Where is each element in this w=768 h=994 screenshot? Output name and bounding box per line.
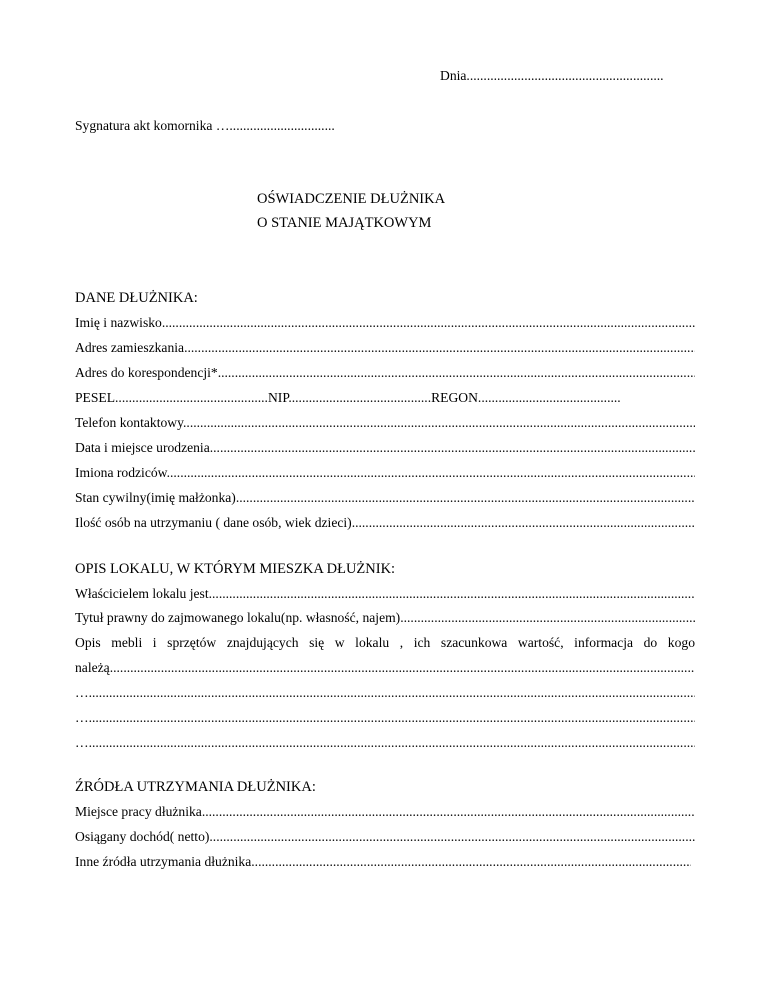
debtor-correspondence-field[interactable] bbox=[75, 365, 695, 381]
premises-legal-title-field[interactable] bbox=[75, 610, 695, 626]
premises-owner-field[interactable] bbox=[75, 586, 695, 602]
furniture-belongs-field[interactable] bbox=[75, 660, 695, 676]
document-title-line2: O STANIE MAJĄTKOWYM bbox=[257, 215, 432, 231]
furniture-continuation-line-3[interactable] bbox=[75, 735, 695, 751]
regon-field[interactable]: REGON.......................................... bbox=[431, 390, 621, 405]
debtor-dependents-field[interactable] bbox=[75, 515, 695, 531]
debtor-birth-label: Data i miejsce urodzenia bbox=[75, 440, 210, 455]
debtor-parents-label: Imiona rodziców bbox=[75, 465, 167, 480]
pesel-field[interactable]: PESEL............................................. bbox=[75, 390, 268, 405]
debtor-parents-field[interactable] bbox=[75, 465, 695, 481]
premises-owner-label: Właścicielem lokalu jest bbox=[75, 586, 209, 601]
debtor-id-numbers-row bbox=[75, 390, 695, 406]
furniture-belongs-label: należą bbox=[75, 660, 110, 675]
debtor-civil-status-label: Stan cywilny(imię małżonka) bbox=[75, 490, 236, 505]
other-sources-label: Inne źródła utrzymania dłużnika bbox=[75, 854, 252, 869]
continuation-mark: … bbox=[75, 685, 89, 700]
date-line: Dnia.......................................................... bbox=[440, 68, 664, 83]
debtor-name-label: Imię i nazwisko bbox=[75, 315, 162, 330]
debtor-address-field[interactable] bbox=[75, 340, 695, 356]
debtor-phone-label: Telefon kontaktowy bbox=[75, 415, 184, 430]
net-income-label: Osiągany dochód( netto) bbox=[75, 829, 210, 844]
income-section-heading: ŹRÓDŁA UTRZYMANIA DŁUŻNIKA: bbox=[75, 779, 316, 795]
debtor-birth-field[interactable] bbox=[75, 440, 695, 456]
nip-field[interactable]: NIP.......................................... bbox=[267, 390, 432, 405]
debtor-correspondence-label: Adres do korespondencji* bbox=[75, 365, 218, 380]
workplace-field[interactable] bbox=[75, 804, 695, 820]
debtor-phone-field[interactable] bbox=[75, 415, 695, 431]
furniture-continuation-line-1[interactable] bbox=[75, 685, 695, 701]
workplace-label: Miejsce pracy dłużnika bbox=[75, 804, 202, 819]
debtor-dependents-label: Ilość osób na utrzymaniu ( dane osób, wiek dzieci) bbox=[75, 515, 352, 530]
debtor-civil-status-field[interactable] bbox=[75, 490, 695, 506]
furniture-continuation-line-2[interactable] bbox=[75, 710, 695, 726]
continuation-mark: … bbox=[75, 710, 89, 725]
other-sources-field[interactable] bbox=[75, 854, 691, 870]
debtor-address-label: Adres zamieszkania bbox=[75, 340, 185, 355]
continuation-mark: … bbox=[75, 735, 89, 750]
document-title-line1: OŚWIADCZENIE DŁUŻNIKA bbox=[257, 191, 446, 207]
premises-legal-title-label: Tytuł prawny do zajmowanego lokalu(np. własność, najem) bbox=[75, 610, 401, 625]
furniture-description-label: Opis mebli i sprzętów znajdujących się w lokalu , ich szacunkowa wartość, informacja do kogo bbox=[75, 635, 695, 650]
case-number-line: Sygnatura akt komornika …............................... bbox=[75, 118, 335, 133]
debtor-name-field[interactable] bbox=[75, 315, 695, 331]
net-income-field[interactable] bbox=[75, 829, 695, 845]
premises-section-heading: OPIS LOKALU, W KTÓRYM MIESZKA DŁUŻNIK: bbox=[75, 561, 396, 577]
debtor-section-heading: DANE DŁUŻNIKA: bbox=[75, 290, 198, 306]
